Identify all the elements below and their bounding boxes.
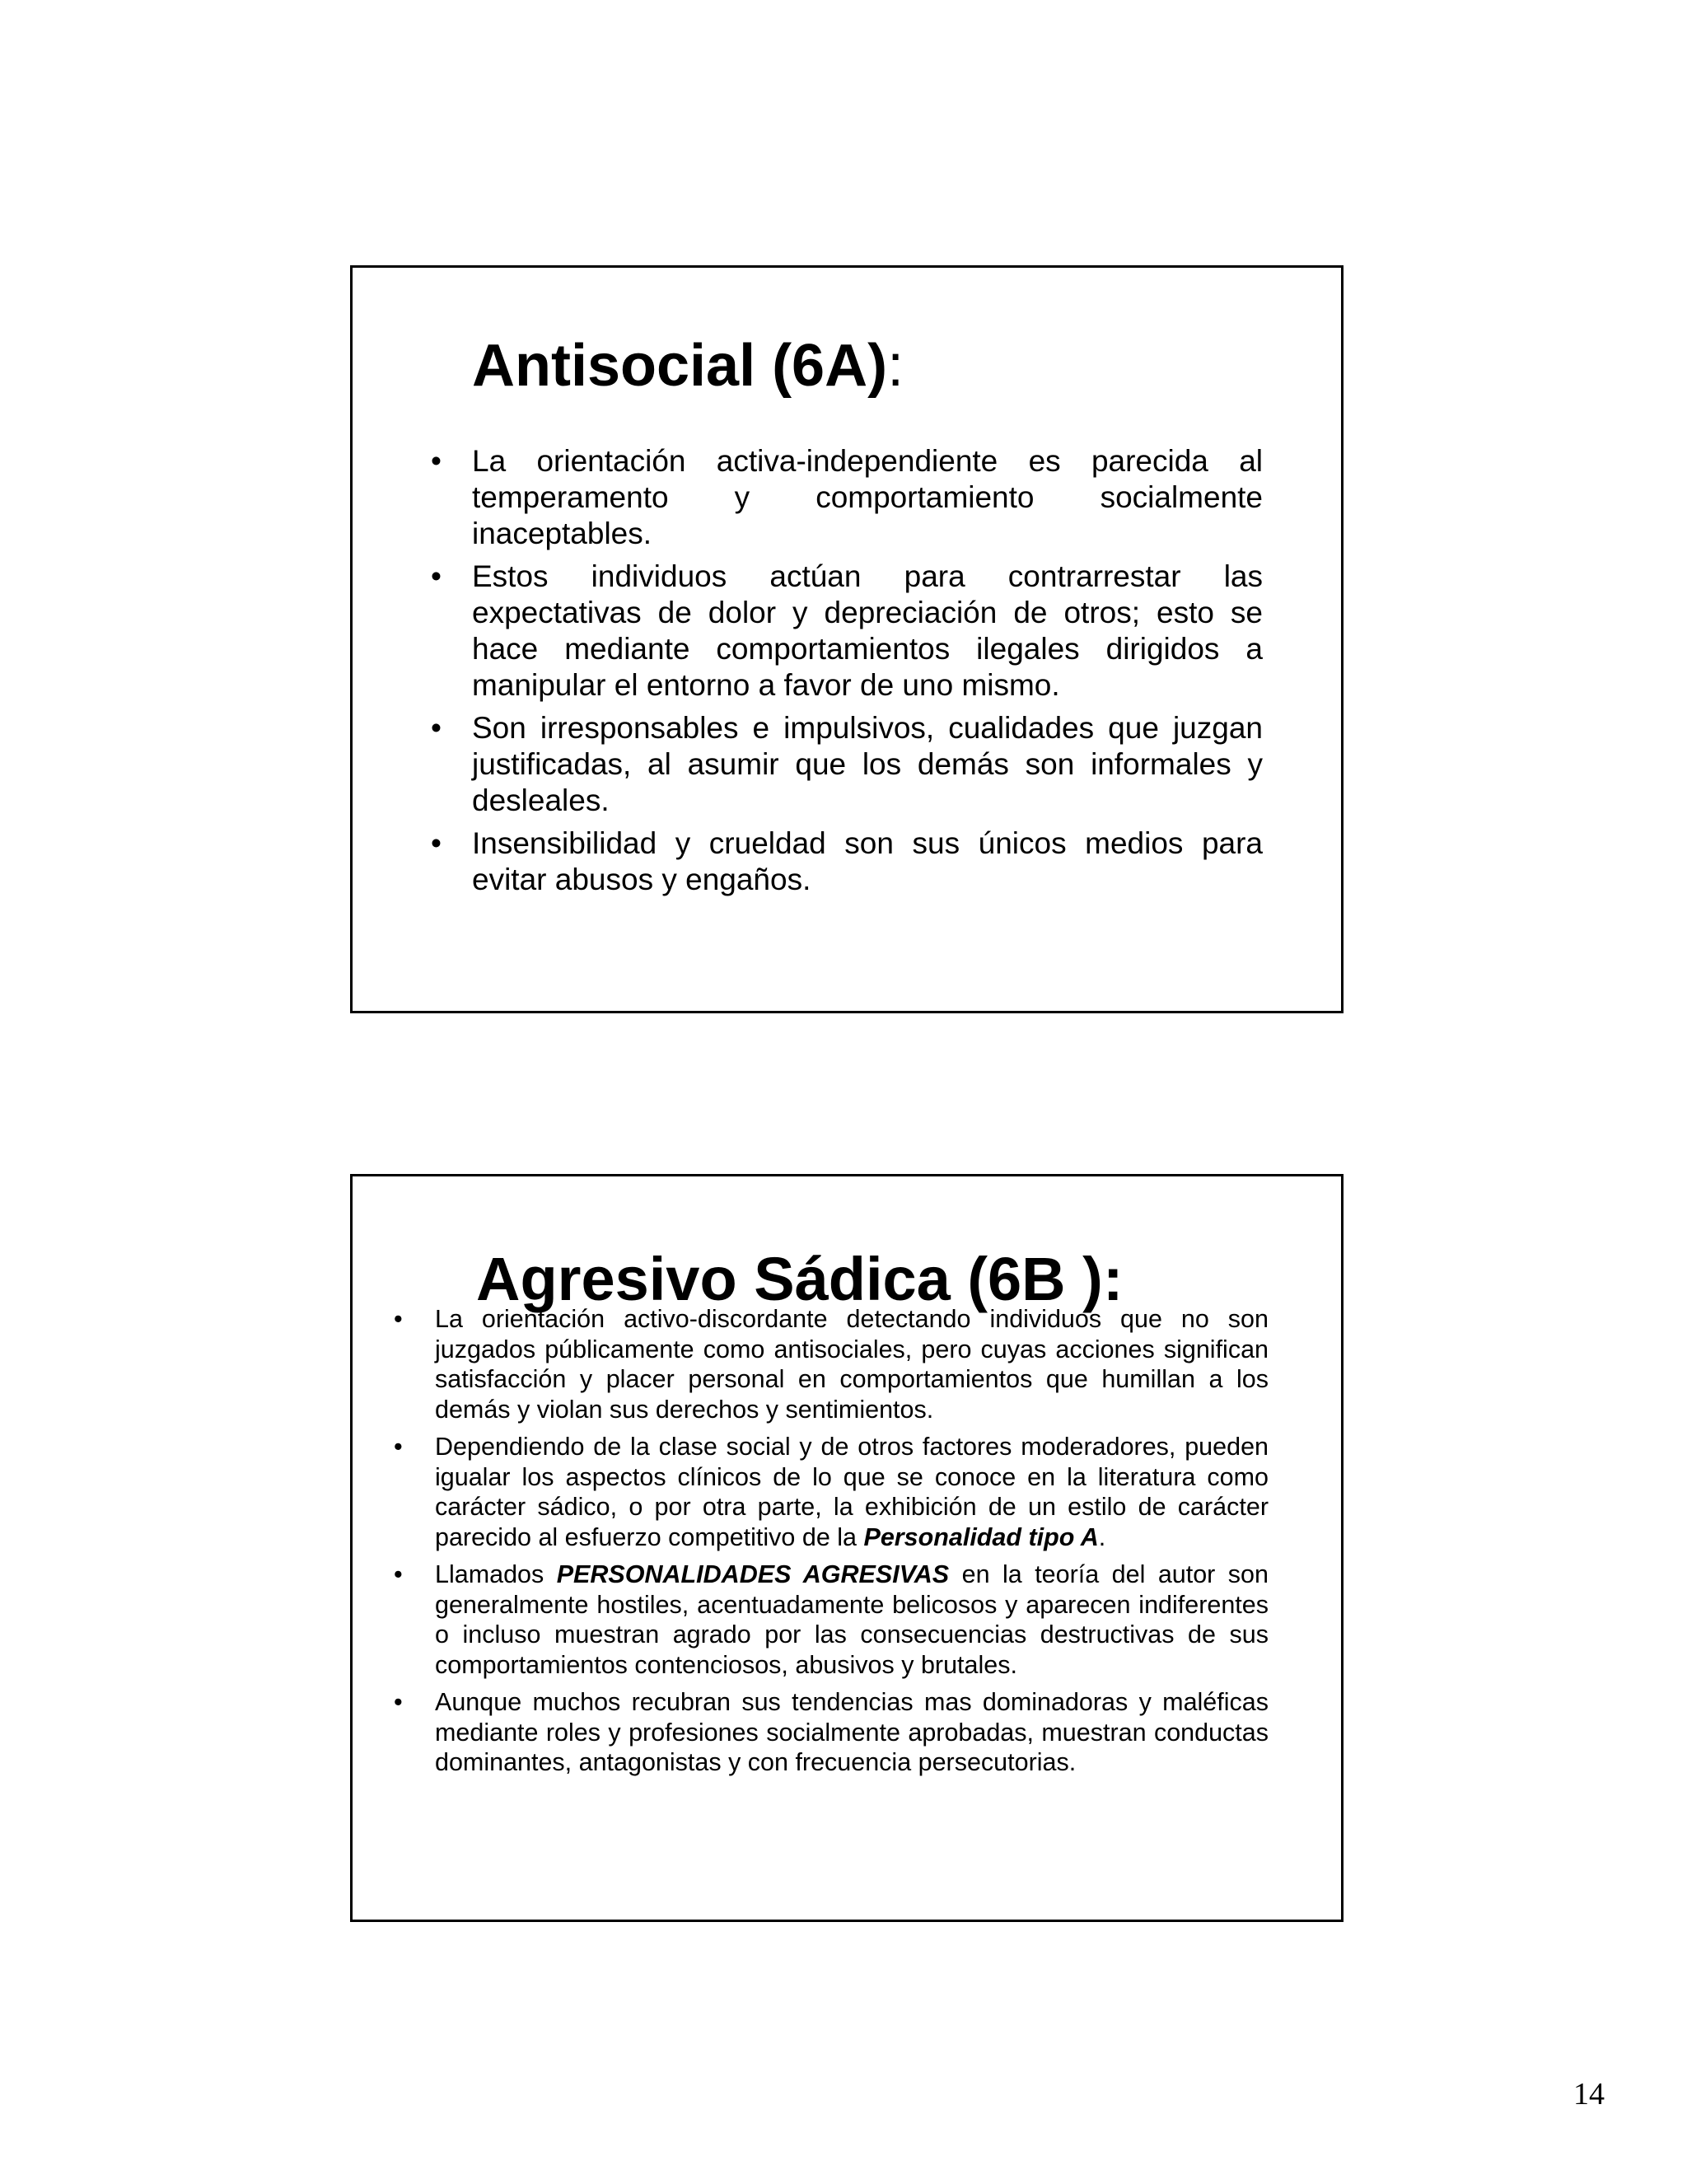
slide-agresivo-sadica: [350, 1174, 1344, 1922]
list-item: • Aunque muchos recubran sus tendencias mas dominadoras y maléficas mediante roles y profesiones socialmente aprobadas, muestran conductas dominantes, antagonistas y con frecuencia persecutorias.: [394, 1688, 1269, 1776]
bullet-icon: •: [394, 1433, 403, 1461]
slide-title: Agresivo Sádica (6B ):: [476, 1245, 1124, 1313]
list-item: • La orientación activa-independiente es parecida al temperamento y comportamiento socialmente inaceptables.: [431, 444, 1263, 550]
list-item: • Estos individuos actúan para contrarrestar las expectativas de dolor y depreciación de otros; esto se hace mediante comportamientos ilegales dirigidos a manipular el entorno a favor de uno mismo.: [431, 559, 1263, 702]
bullet-list: [431, 443, 1263, 905]
bullet-icon: •: [431, 711, 442, 745]
bullet-icon: •: [431, 559, 442, 593]
slide-title: Antisocial (6A):: [472, 333, 904, 399]
slide-antisocial: [350, 265, 1344, 1013]
page-number: 14: [1573, 2077, 1605, 2112]
list-item: • Dependiendo de la clase social y de otros factores moderadores, pueden igualar los aspectos clínicos de lo que se conoce en la literatura como carácter sádico, o por otra parte, la exhibición de un estilo de carácter parecido al esfuerzo competitivo de la Personalidad tipo A.: [394, 1433, 1269, 1551]
list-item: • Insensibilidad y crueldad son sus únicos medios para evitar abusos y engaños.: [431, 826, 1263, 896]
list-item: • Llamados PERSONALIDADES AGRESIVAS en la teoría del autor son generalmente hostiles, acentuadamente belicosos y aparecen indiferentes o incluso muestran agrado por las consecuencias destructivas de sus comportamientos contenciosos, abusivos y brutales.: [394, 1560, 1269, 1679]
title-colon: :: [887, 333, 904, 399]
emphasis-text: Personalidad tipo A: [863, 1522, 1099, 1551]
emphasis-text: PERSONALIDADES AGRESIVAS: [556, 1560, 950, 1588]
list-item: • Son irresponsables e impulsivos, cualidades que juzgan justificadas, al asumir que los demás son informales y desleales.: [431, 711, 1263, 817]
list-item: • La orientación activo-discordante detectando individuos que no son juzgados públicamente como antisociales, pero cuyas acciones significan satisfacción y placer personal en comportamientos que humillan a los demás y violan sus derechos y sentimientos.: [394, 1305, 1269, 1424]
bullet-icon: •: [431, 444, 442, 478]
bullet-list: [394, 1304, 1269, 1785]
bullet-icon: •: [394, 1688, 403, 1716]
bullet-icon: •: [394, 1305, 403, 1333]
bullet-icon: •: [394, 1560, 403, 1588]
bullet-icon: •: [431, 826, 442, 860]
